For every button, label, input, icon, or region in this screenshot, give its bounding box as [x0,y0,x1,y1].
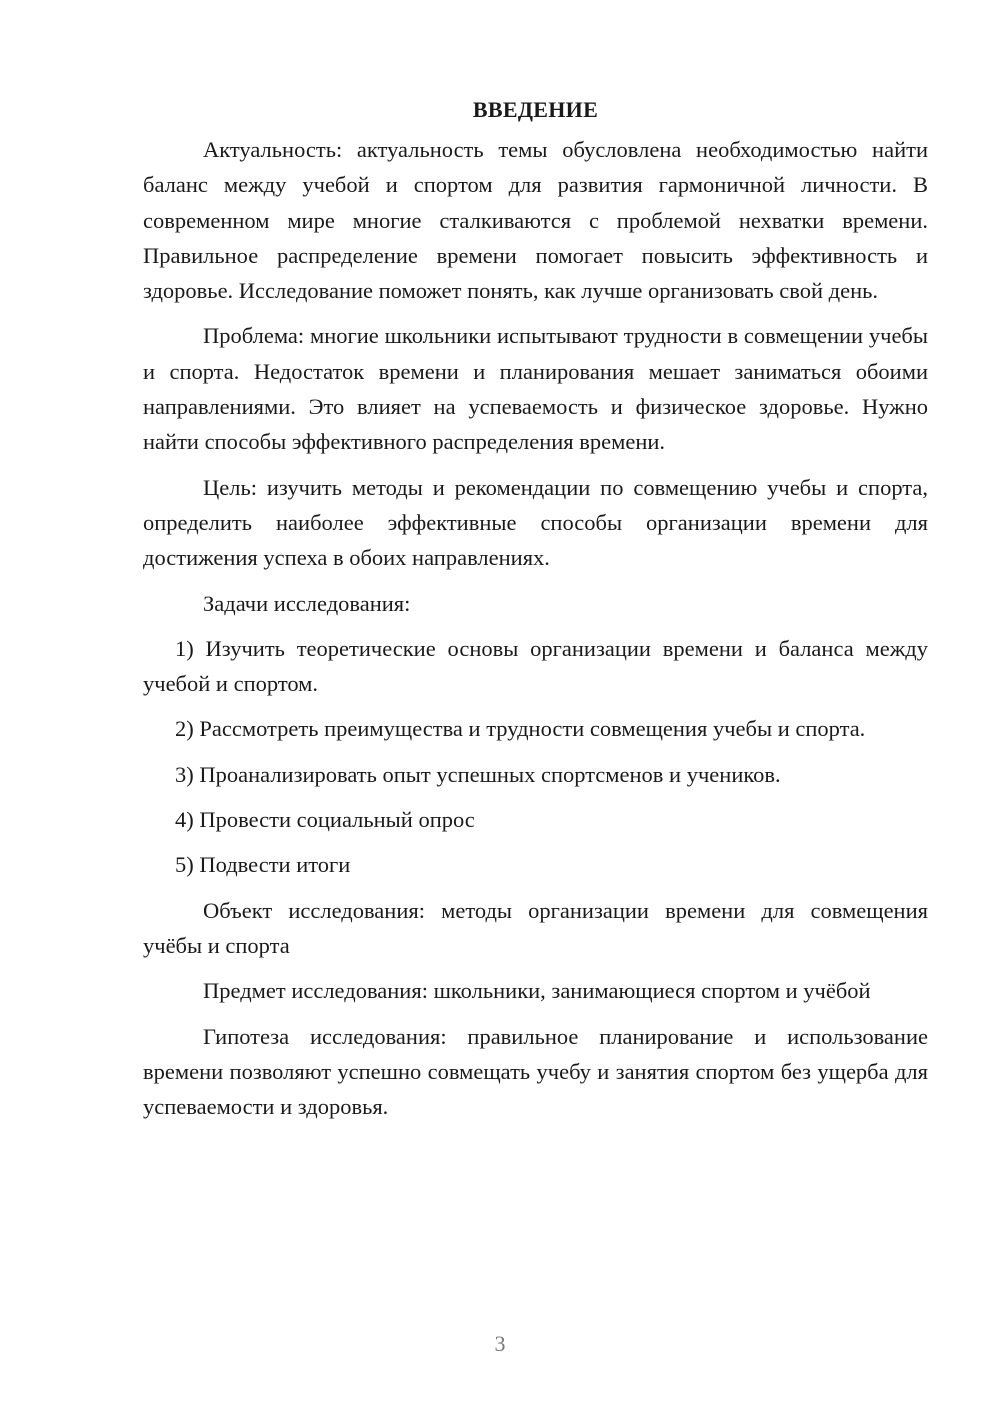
hypothesis-paragraph: Гипотеза исследования: правильное планирование и использование времени позволяют успешно совмещать учебу и занятия спортом без ущерба для успеваемости и здоровья. [143,1023,928,1120]
subject-paragraph: Предмет исследования: школьники, занимающиеся спортом и учёбой [203,978,871,1004]
list-item: 3) Проанализировать опыт успешных спортсменов и учеников. [175,761,781,787]
page-number: 3 [494,1331,506,1356]
object-paragraph: Объект исследования: методы организации времени для совмещения учёбы и спорта [143,897,928,958]
tasks-heading: Задачи исследования: [203,590,411,616]
document-page [143,92,928,1134]
problem-paragraph: Проблема: многие школьники испытывают трудности в совмещении учебы и спорта. Недостаток времени и планирования мешает заниматься обоими направлениями. Это влияет на успеваемость и физическое здоровье. Нужно найти способы эффективного распределения времени. [143,323,928,455]
tasks-list [143,631,928,883]
list-item: 5) Подвести итоги [175,852,351,878]
relevance-paragraph: Актуальность: актуальность темы обусловлена необходимостью найти баланс между учебой и спортом для развития гармоничной личности. В современном мире многие сталкиваются с проблемой нехватки времени. Правильное распределение времени помогает повысить эффективность и здоровье. Исследование поможет понять, как лучше организовать свой день. [143,137,928,304]
list-item: 4) Провести социальный опрос [175,807,475,833]
list-item: 1) Изучить теоретические основы организации времени и баланса между учебой и спортом. [143,635,928,697]
page-title: ВВЕДЕНИЕ [472,97,599,122]
goal-paragraph: Цель: изучить методы и рекомендации по совмещению учебы и спорта, определить наиболее эффективные способы организации времени для достижения успеха в обоих направлениях. [143,474,928,571]
list-item: 2) Рассмотреть преимущества и трудности совмещения учебы и спорта. [175,716,866,742]
